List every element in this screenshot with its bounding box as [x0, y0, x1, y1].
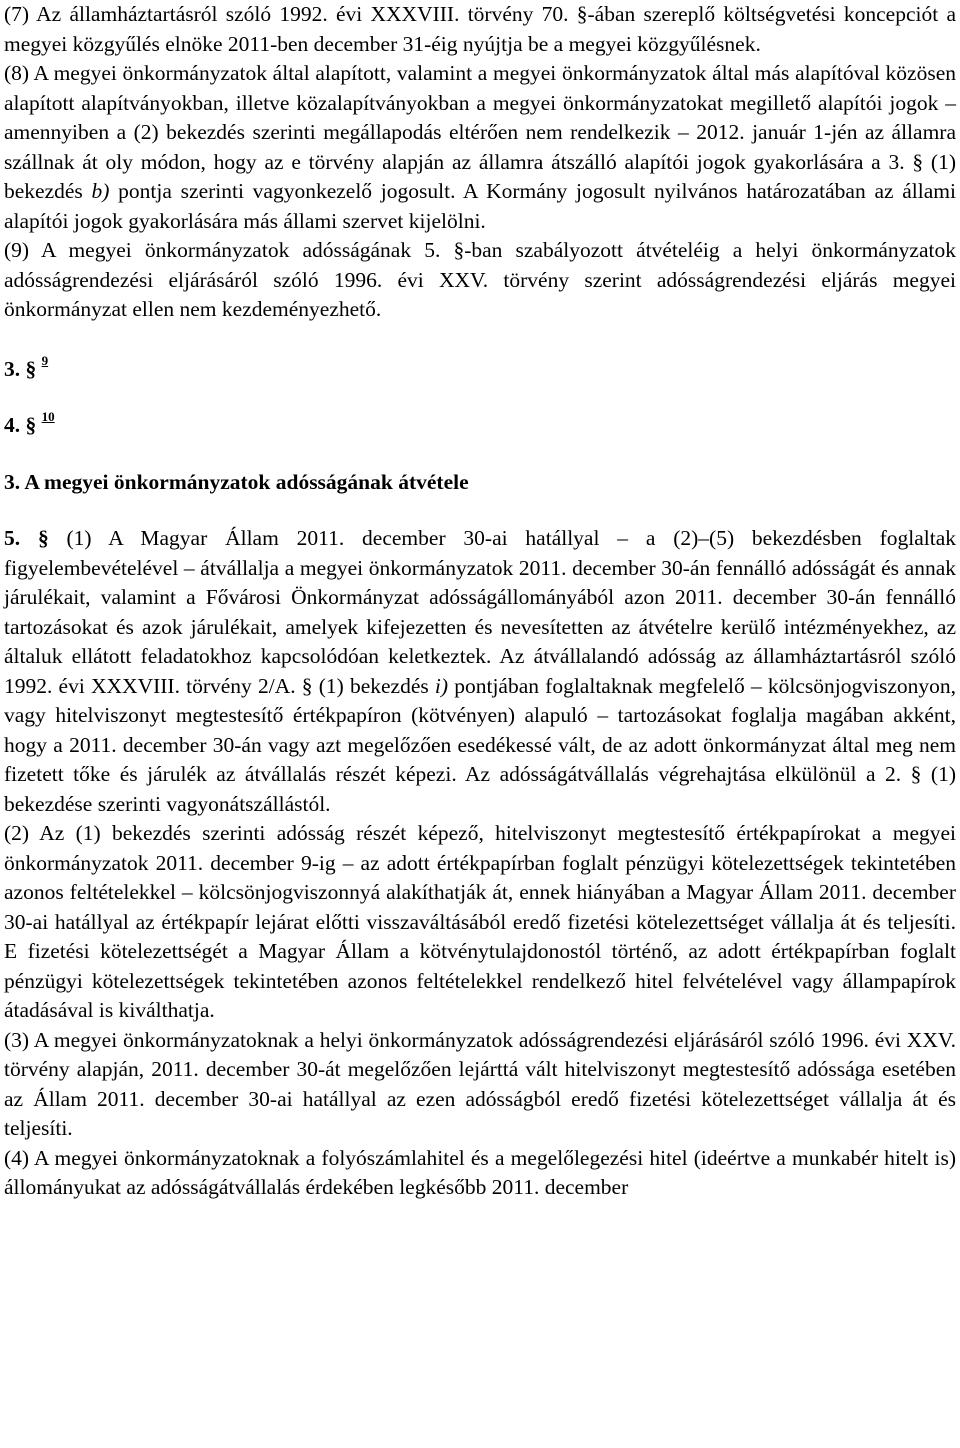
section-3-number: 3. § [4, 356, 37, 381]
section-5-number: 5. § [4, 526, 49, 550]
paragraph-8: (8) A megyei önkormányzatok által alapított, valamint a megyei önkormányzatok által más alapítóval közösen alapított alapítványokban, illetve közalapítványokban a megyei önkormányzatokat megillető alapítói jogok – amennyiben a (2) bekezdés szerinti megállapodás eltérően nem rendelkezik – 2012. január 1-jén az államra szállnak át oly módon, hogy az e törvény alapján az államra átszálló alapítói jogok gyakorlására a 3. § (1) bekezdés b) pontja szerinti vagyonkezelő jogosult. A Kormány jogosult nyilvános határozatában az állami alapítói jogok gyakorlására más állami szervet kijelölni. [4, 61, 956, 233]
footnote-link-10[interactable]: 10 [41, 409, 55, 424]
section-4 [4, 411, 956, 441]
section-5-paragraph-4: (4) A megyei önkormányzatoknak a folyószámlahitel és a megelőlegezési hitel (ideértve a munkabér hitelt is) állományukat az adósságátvállalás érdekében legkésőbb 2011. december [4, 1145, 956, 1199]
footnote-link-9[interactable]: 9 [41, 352, 49, 368]
point-i-label: i) [434, 673, 449, 698]
paragraph-9: (9) A megyei önkormányzatok adósságának 5. §-ban szabályozott átvételéig a helyi önkormányzatok adósságrendezési eljárásáról szóló 1996. évi XXV. törvény szerint adósságrendezési eljárás megyei önkormányzat ellen nem kezdeményezhető. [4, 238, 956, 321]
section-5-paragraph-3: (3) A megyei önkormányzatoknak a helyi önkormányzatok adósságrendezési eljárásáról szóló 1996. évi XXV. törvény alapján, 2011. december 30-át megelőzően lejárttá vált hitelviszonyt megtestesítő adóssága esetében az Állam 2011. december 30-ai hatállyal az ezen adósságból eredő fizetési kötelezettséget vállalja át és teljesíti. [4, 1027, 956, 1140]
point-b-label: b) [91, 179, 110, 203]
paragraph-7: (7) Az államháztartásról szóló 1992. évi XXXVIII. törvény 70. §-ában szereplő költségvetési koncepciót a megyei közgyűlés elnöke 2011-ben december 31-éig nyújtja be a megyei közgyűlésnek. [4, 2, 956, 56]
section-4-number: 4. § [4, 413, 37, 437]
chapter-title: 3. A megyei önkormányzatok adósságának átvétele [4, 469, 469, 494]
section-5-paragraph-2: (2) Az (1) bekezdés szerinti adósság részét képező, hitelviszonyt megtestesítő értékpapírokat a megyei önkormányzatok 2011. december 9-ig – az adott értékpapírban foglalt pénzügyi kötelezettségek tekintetében azonos feltételekkel – kölcsönjogviszonnyá alakíthatják át, ennek hiányában a Magyar Állam 2011. december 30-ai hatállyal az értékpapír lejárat előtti visszaváltásából eredő fizetési kötelezettséget vállalja át és teljesíti. E fizetési kötelezettségét a Magyar Állam a kötvénytulajdonostól történő, az adott értékpapírban foglalt pénzügyi kötelezettségek tekintetében azonos feltételekkel rendelkező hitel felvételével vagy állampapírok átadásával is kiválthatja. [4, 821, 956, 1022]
section-5-paragraph-1: 5. § (1) A Magyar Állam 2011. december 30-ai hatállyal – a (2)–(5) bekezdésben foglaltak figyelembevételével – átvállalja a megyei önkormányzatok 2011. december 30-án fennálló adósságát és annak járulékait, valamint a Fővárosi Önkormányzat adósságállományából azon 2011. december 30-án fennálló tartozásokat és azok járulékait, amelyek kifejezetten és nevesítetten az átvételre kerülő intézményekhez, az általuk ellátott feladatokhoz kapcsolódóan keletkeztek. Az átvállalandó adósság az államháztartásról szóló 1992. évi XXXVIII. törvény 2/A. § (1) bekezdés i) pontjában foglaltaknak megfelelő – kölcsönjogviszonyon, vagy hitelviszonyt megtestesítő értékpapíron (kötvényen) alapuló – tartozásokat foglalja magában akként, hogy a 2011. december 30-án vagy azt megelőzően esedékessé vált, de az adott önkormányzat által meg nem fizetett tőke és járulék az átvállalás részét képezi. Az adósságátvállalás végrehajtása elkülönül a 2. § (1) bekezdése szerinti vagyonátszállástól. [4, 526, 956, 816]
section-3 [4, 352, 956, 385]
